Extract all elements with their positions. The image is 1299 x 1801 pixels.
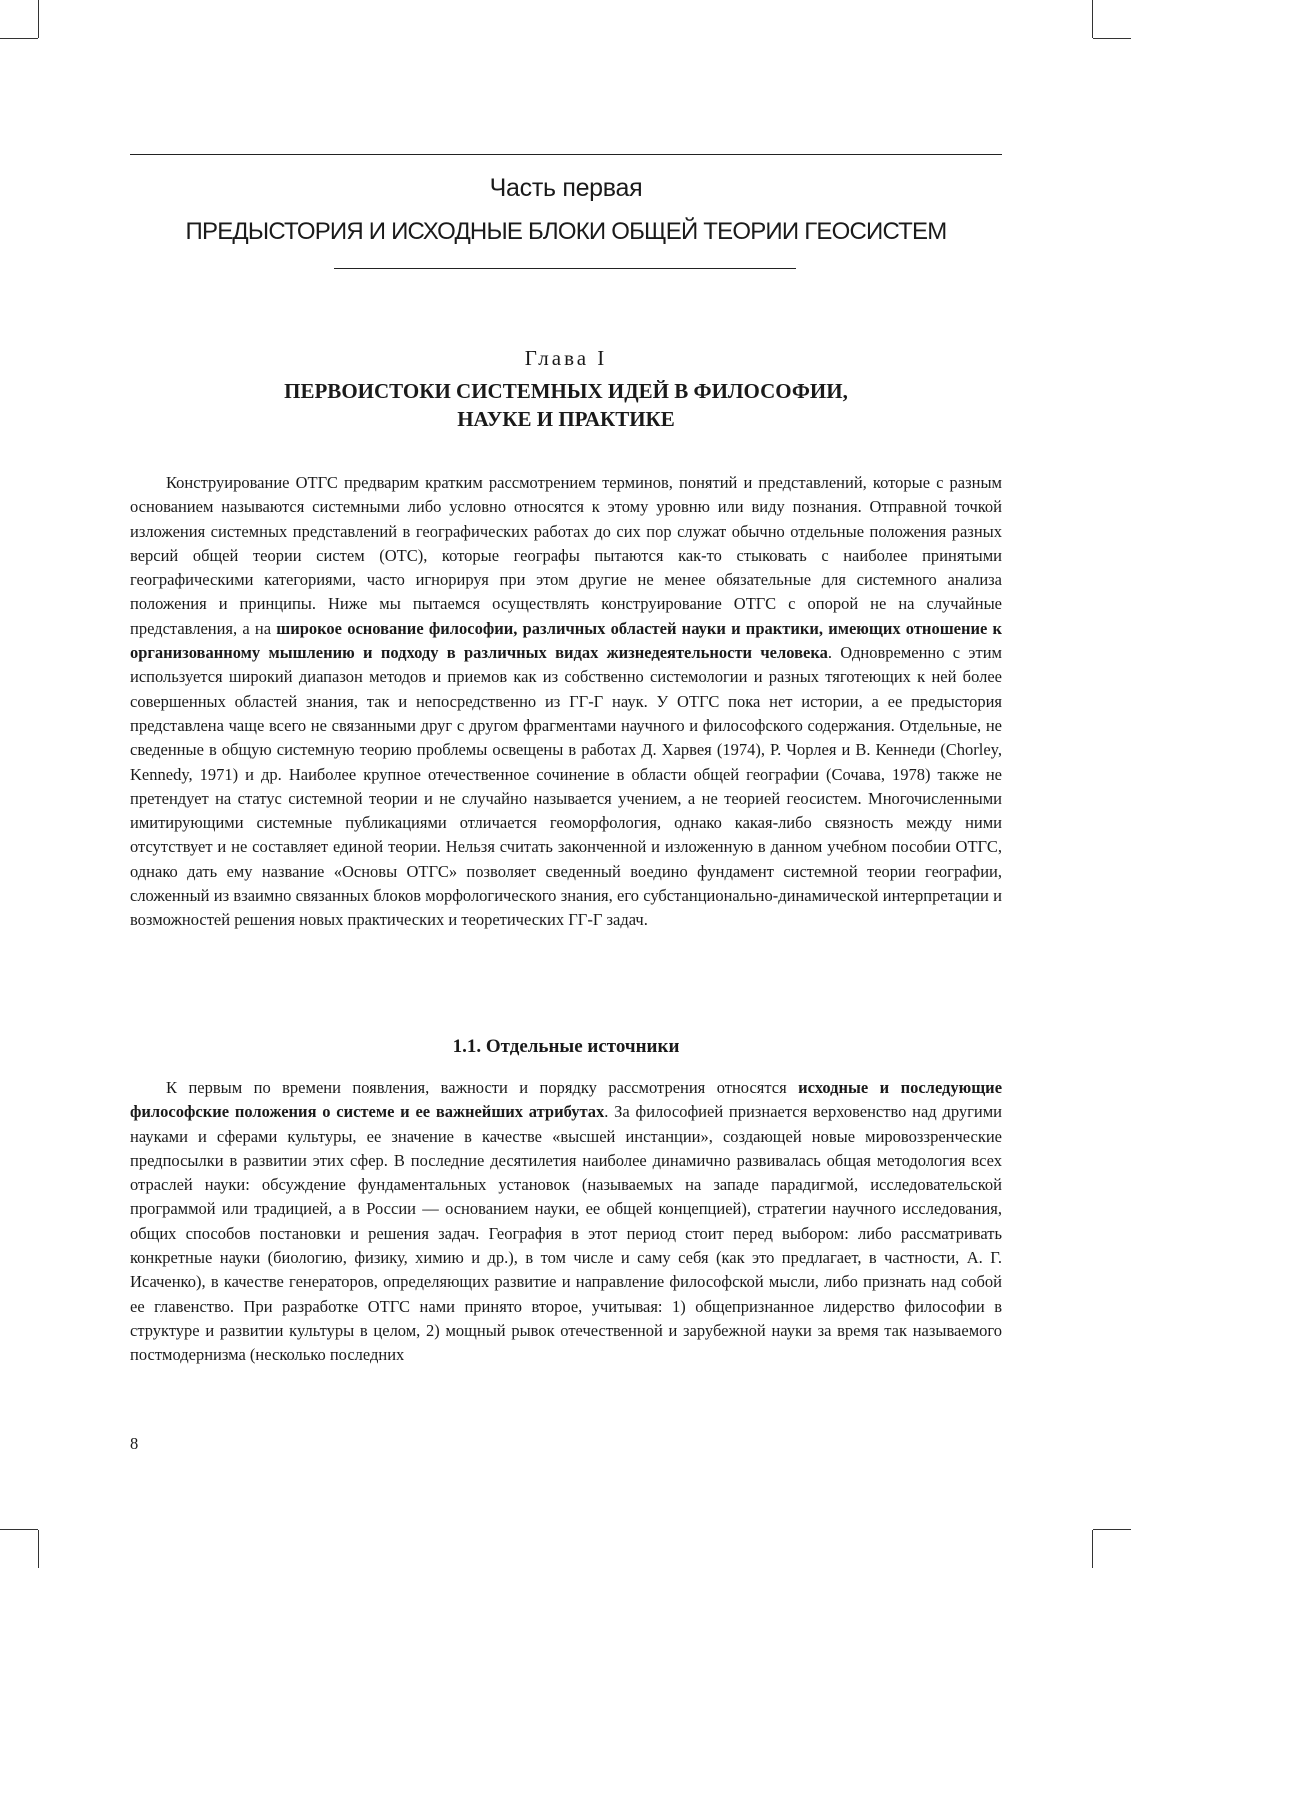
section-title: 1.1. Отдельные источники bbox=[452, 1036, 680, 1057]
section-text-a: К первым по времени появления, важности и порядку рассмотрения относятся bbox=[166, 1078, 799, 1097]
crop-mark bbox=[0, 1529, 38, 1530]
crop-mark bbox=[1092, 0, 1093, 38]
crop-mark bbox=[1092, 1530, 1093, 1568]
intro-paragraph bbox=[130, 471, 1002, 933]
part-title: ПРЕДЫСТОРИЯ И ИСХОДНЫЕ БЛОКИ ОБЩЕЙ ТЕОРИИ ГЕОСИСТЕМ bbox=[185, 218, 947, 245]
part-divider bbox=[334, 268, 796, 269]
intro-emphasis: широкое основание философии, различных областей науки и практики, имеющих отношение к организованному мышлению и подходу в различных видах жизнедеятельности человека bbox=[130, 618, 1003, 663]
chapter-label: Глава I bbox=[524, 346, 608, 370]
crop-mark bbox=[1093, 38, 1131, 39]
crop-mark bbox=[38, 1530, 39, 1568]
crop-mark bbox=[0, 38, 38, 39]
section-paragraph bbox=[130, 1076, 1002, 1368]
intro-text-b: . Одновременно с этим используется широкий диапазон методов и приемов как из собственно системологии и разных тяготеющих к ней более совершенных областей знания, так и непосредственно из ГГ-Г наук. У ОТГС пока нет истории, а ее предыстория представлена чаще всего не связанными друг с другом фрагментами научного и философского содержания. Отдельные, не сведенные в общую системную теорию проблемы освещены в работах Д. Харвея (1974), Р. Чорлея и В. Кеннеди (Chorley, Kennedy, 1971) и др. Наиболее крупное отечественное сочинение в области общей географии (Сочава, 1978) также не претендует на статус системной теории и не случайно называется учением, а не теорией геосистем. Многочисленными имитирующими системные публикациями отличается геоморфология, однако какая-либо связность между ними отсутствует и не составляет единой теории. Нельзя считать законченной и изложенную в данном учебном пособии ОТГС, однако дать ему название «Основы ОТГС» позволяет сведенный воедино фундамент системной теории географии, сложенный из взаимно связанных блоков морфологического знания, его субстанционально-динамической интерпретации и возможностей решения новых практических и теоретических ГГ-Г задач. bbox=[130, 643, 1002, 930]
chapter-title-line2: НАУКЕ И ПРАКТИКЕ bbox=[457, 407, 675, 431]
page-number: 8 bbox=[130, 1434, 139, 1453]
part-label: Часть первая bbox=[489, 174, 643, 202]
crop-mark bbox=[38, 0, 39, 38]
section-emphasis: исходные и последующие философские положения о системе и ее важнейших атрибутах bbox=[130, 1078, 1003, 1122]
crop-mark bbox=[1093, 1529, 1131, 1530]
chapter-title bbox=[130, 377, 1002, 433]
top-rule bbox=[130, 154, 1002, 155]
section-text-b: . За философией признается верховенство над другими науками и сферами культуры, ее значение в качестве «высшей инстанции», создающей новые мировоззренческие предпосылки в развитии этих сфер. В последние десятилетия наиболее динамично развивалась общая методология всех отраслей науки: обсуждение фундаментальных установок (называемых на западе парадигмой, исследовательской программой или традицией, а в России — основанием науки, ее общей концепцией), стратегии научного исследования, общих способов постановки и решения задач. География в этот период стоит перед выбором: либо рассматривать конкретные науки (биологию, физику, химию и др.), в том числе и саму себя (как это предлагает, в частности, А. Г. Исаченко), в качестве генераторов, определяющих развитие и направление философской мысли, либо признать над собой ее главенство. При разработке ОТГС нами принято второе, учитывая: 1) общепризнанное лидерство философии в структуре и развитии культуры в целом, 2) мощный рывок отечественной и зарубежной науки за время так называемого постмодернизма (несколько последних bbox=[130, 1102, 1002, 1365]
chapter-title-line1: ПЕРВОИСТОКИ СИСТЕМНЫХ ИДЕЙ В ФИЛОСОФИИ, bbox=[284, 379, 848, 403]
intro-text-a: Конструирование ОТГС предварим кратким рассмотрением терминов, понятий и представлений, которые с разным основанием называются системными либо условно относятся к этому уровню или виду познания. Отправной точкой изложения системных представлений в географических работах до сих пор служат обычно отдельные положения разных версий общей теории систем (ОТС), которые географы пытаются как-то стыковать с наиболее принятыми географическими категориями, часто игнорируя при этом другие не менее обязательные для системного анализа положения и принципы. Ниже мы пытаемся осуществлять конструирование ОТГС с опорой не на случайные представления, а на bbox=[130, 473, 1002, 638]
